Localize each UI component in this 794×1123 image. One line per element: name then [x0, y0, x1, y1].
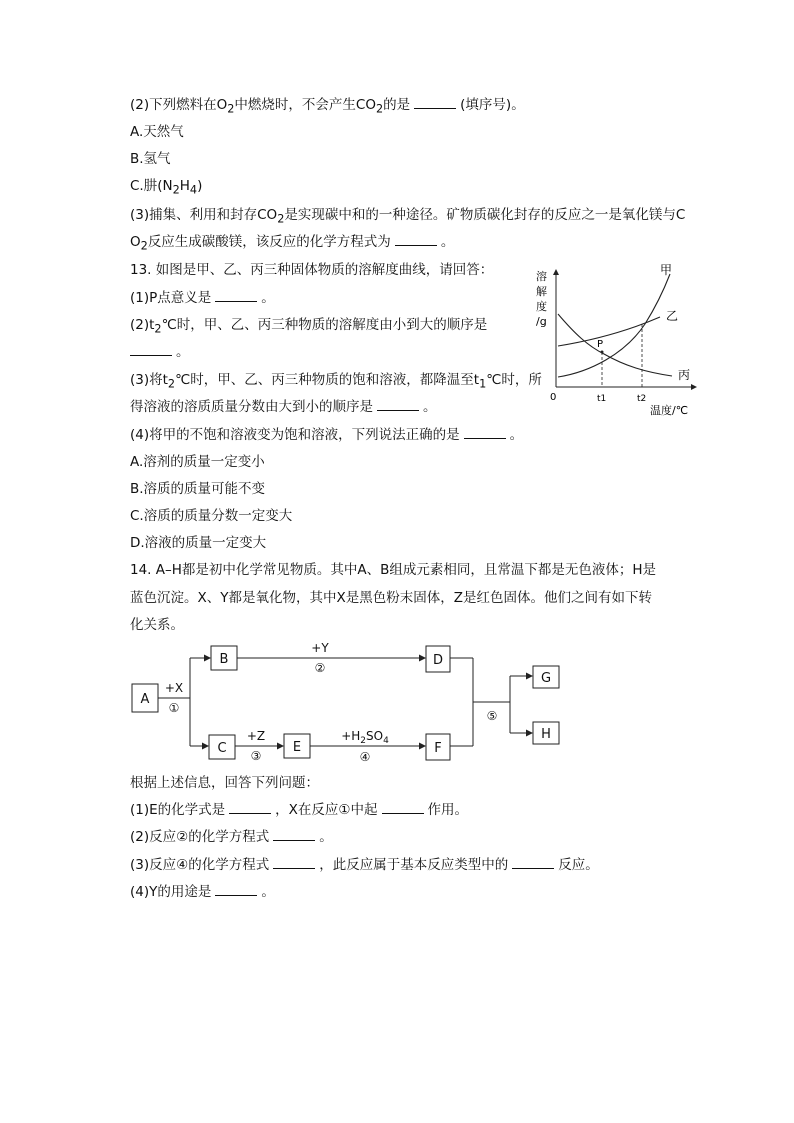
node-d: D — [432, 653, 444, 668]
q12-part2: (2)下列燃料在$O_2$中燃烧时，不会产生$CO_2$的是 (填序号)。 — [130, 97, 525, 116]
x-axis-label: 温度/℃ — [650, 404, 689, 417]
q12-part3-line2: $O_2$反应生成碳酸镁，该反应的化学方程式为 。 — [130, 234, 455, 253]
series-label-bing: 丙 — [678, 368, 691, 382]
curve-yi — [558, 317, 660, 346]
reaction3-number: ③ — [250, 749, 262, 763]
answer-blank[interactable] — [229, 801, 271, 814]
q13-part3-line2: 得溶液的溶质质量分数由大到小的顺序是 。 — [130, 399, 437, 415]
q14-part2: (2)反应②的化学方程式 。 — [130, 829, 333, 845]
q14-part1: (1)E的化学式是 ，X在反应①中起 作用。 — [130, 802, 469, 818]
series-label-yi: 乙 — [666, 309, 679, 323]
answer-blank[interactable] — [464, 426, 506, 439]
q13-option-a: A.溶剂的质量一定变小 — [130, 454, 265, 470]
node-g: G — [540, 671, 552, 686]
q14-stem-line3: 化关系。 — [130, 617, 184, 633]
solubility-chart — [530, 262, 700, 420]
answer-blank[interactable] — [395, 233, 437, 246]
y-label-char-1: 溶 — [536, 270, 547, 283]
answer-blank[interactable] — [414, 96, 456, 109]
q14-stem-line1: 14. A–H都是初中化学常见物质。其中A、B组成元素相同，且常温下都是无色液体；H是 — [130, 562, 657, 578]
answer-blank[interactable] — [382, 801, 424, 814]
q14-part4: (4)Y的用途是 。 — [130, 884, 275, 900]
answer-blank[interactable] — [215, 883, 257, 896]
reaction5-number: ⑤ — [486, 709, 498, 723]
node-a: A — [140, 692, 150, 707]
answer-blank[interactable] — [377, 398, 419, 411]
reaction3-reagent: +Z — [246, 729, 266, 743]
answer-blank[interactable] — [215, 289, 257, 302]
node-h: H — [541, 727, 551, 742]
node-c: C — [217, 741, 227, 756]
q14-stem-line2: 蓝色沉淀。X、Y都是氧化物，其中X是黑色粉末固体，Z是红色固体。他们之间有如下转 — [130, 590, 652, 606]
q13-part2-line1: $(2)t_2℃$时，甲、乙、丙三种物质的溶解度由小到大的顺序是 — [130, 317, 488, 336]
q13-option-b: B.溶质的质量可能不变 — [130, 481, 266, 497]
answer-blank[interactable] — [512, 856, 554, 869]
reaction1-number: ① — [168, 701, 180, 715]
q12-option-c: C.肼$(N_2H_4)$ — [130, 178, 203, 197]
answer-blank[interactable] — [130, 343, 172, 356]
reaction4-reagent: $+H_2SO_4$ — [341, 729, 389, 746]
node-e: E — [292, 740, 302, 755]
conversion-flow-diagram — [128, 640, 568, 770]
q13-option-c: C.溶质的质量分数一定变大 — [130, 508, 293, 524]
t1-label: t1 — [597, 394, 607, 404]
q12-option-a: A.天然气 — [130, 124, 184, 140]
q14-intro: 根据上述信息，回答下列问题： — [130, 775, 319, 791]
q12-option-b: B.氢气 — [130, 151, 171, 167]
reaction4-number: ④ — [359, 750, 371, 764]
q14-part3: (3)反应④的化学方程式 ，此反应属于基本反应类型中的 反应。 — [130, 857, 599, 873]
origin-label: 0 — [550, 392, 557, 403]
q13-stem: 13. 如图是甲、乙、丙三种固体物质的溶解度曲线，请回答： — [130, 262, 494, 278]
y-label-char-4: /g — [536, 315, 547, 328]
answer-blank[interactable] — [273, 828, 315, 841]
q13-part2-line2: 。 — [130, 342, 190, 362]
t2-label: t2 — [637, 394, 647, 404]
q13-option-d: D.溶液的质量一定变大 — [130, 535, 267, 551]
answer-blank[interactable] — [273, 856, 315, 869]
q13-part1: (1)P点意义是 。 — [130, 290, 275, 306]
y-label-char-2: 解 — [536, 285, 547, 298]
point-p-label: P — [597, 339, 604, 350]
series-label-jia: 甲 — [660, 263, 673, 277]
curve-bing — [558, 314, 672, 376]
q12-part3-line1: (3)捕集、利用和封存$CO_2$是实现碳中和的一种途径。矿物质碳化封存的反应之一是氧化镁与C — [130, 207, 686, 226]
reaction2-reagent: +Y — [311, 641, 329, 655]
y-label-char-3: 度 — [536, 300, 547, 313]
reaction1-reagent: +X — [164, 681, 184, 695]
node-b: B — [219, 652, 229, 667]
node-f: F — [434, 741, 442, 756]
q13-part3-line1: (3)将$t_2℃$时，甲、乙、丙三种物质的饱和溶液，都降温至$t_1℃$时，所 — [130, 372, 542, 391]
reaction2-number: ② — [314, 661, 326, 675]
q13-part4: (4)将甲的不饱和溶液变为饱和溶液，下列说法正确的是 。 — [130, 427, 524, 443]
curve-jia — [558, 274, 670, 377]
